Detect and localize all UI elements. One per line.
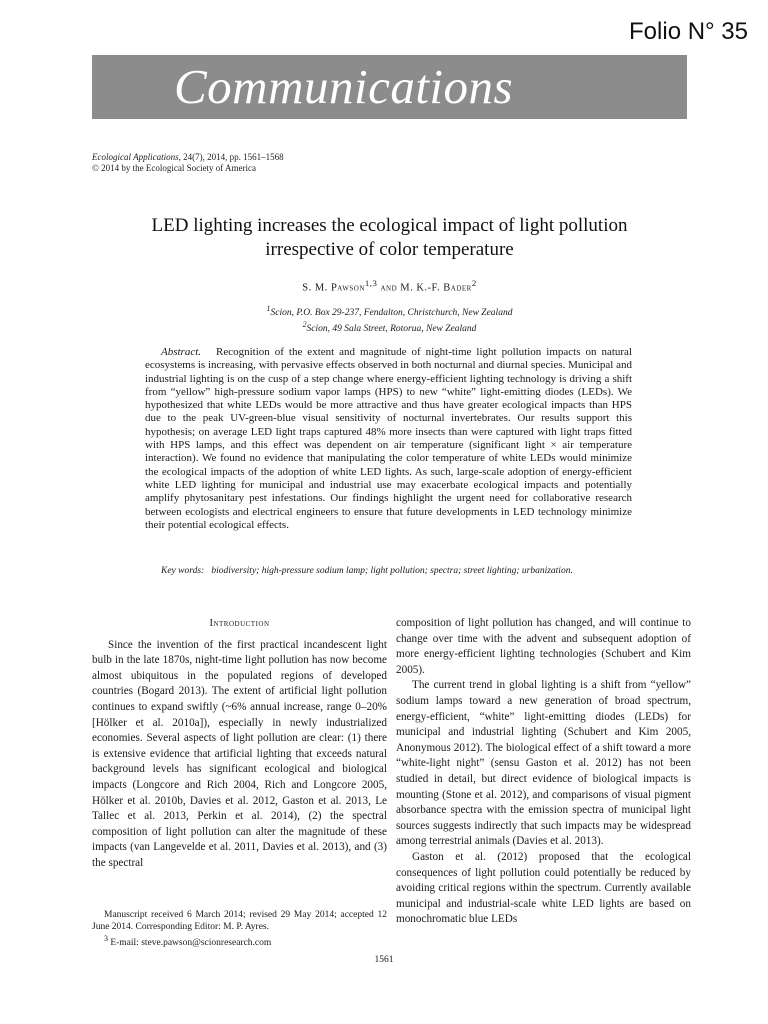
- author-2-surname: Bader: [443, 282, 472, 294]
- title-line-2: irrespective of color temperature: [265, 239, 514, 260]
- affiliation-1-marker: 1: [266, 304, 271, 313]
- folio-number: Folio N° 35: [629, 18, 748, 45]
- affiliation-2-marker: 2: [302, 320, 307, 330]
- email-marker: 3: [104, 934, 108, 943]
- paper-title: [92, 214, 687, 262]
- abstract-label: Abstract.: [161, 346, 202, 358]
- keywords-label: Key words:: [161, 566, 205, 576]
- author-2-affil: 2: [471, 278, 477, 288]
- keywords-text: biodiversity; high-pressure sodium lamp; light pollution; spectra; street lighting; urbanization.: [211, 566, 573, 576]
- intro-paragraph-3: Gaston et al. (2012) proposed that the ecological consequences of light pollution could potentially be reduced by avoiding critical regions within the spectrum. Currently available municipal and industrial-scale white LED lights are based on monochromatic blue LEDs: [396, 850, 691, 926]
- affiliation-2-text: Scion, 49 Sala Street, Rotorua, New Zealand: [306, 324, 477, 335]
- author-2-initials: M. K.-F.: [400, 282, 444, 294]
- intro-paragraph-1: Since the invention of the first practical incandescent light bulb in the late 1870s, night-time light pollution has now become almost ubiquitous in the populated regions of developed countries (Bogard 2013). The extent of artificial light pollution continues to expand swiftly (~6% annual increase, range 0–20% [Hölker et al. 2010a]), especially in newly industrialized economies. Several aspects of light pollution are clear: (1) there is extensive evidence that artificial lighting that exceeds natural background levels has significant ecological and biological impacts (Longcore and Rich 2004, Rich and Longcore 2005, Hölker et al. 2010b, Davies et al. 2012, Gaston et al. 2013, Le Tallec et al. 2013, Perkin et al. 2014), (2) the spectral composition of light pollution can alter the magnitude of these impacts (van Langevelde et al. 2011, Davies et al. 2013), and (3) the spectral: [92, 638, 387, 869]
- author-1-affil: 1,3: [364, 278, 378, 288]
- author-list: [92, 278, 687, 294]
- author-conjunction: and: [377, 282, 401, 294]
- author-1-surname: Pawson: [330, 282, 365, 294]
- abstract-text: Recognition of the extent and magnitude of night-time light pollution impacts on natural ecosystems is increasing, with pervasive effects observed in both nocturnal and diurnal species. Municipal and industrial lighting is on the cusp of a step change where energy-efficient lighting technology is driving a shift from “yellow” high-pressure sodium vapor lamps (HPS) to new “white” light-emitting diodes (LEDs). We hypothesized that white LEDs would be more attractive and thus have greater ecological impacts than HPS due to the peak UV-green-blue visual sensitivity of nocturnal invertebrates. Our results support this hypothesis; on average LED light traps captured 48% more insects than were captured with light traps fitted with HPS lamps, and this effect was dependent on air temperature (significant light × air temperature interaction). We found no evidence that manipulating the color temperature of white LEDs would minimize the ecological impacts of the adoption of white LED lights. As such, large-scale adoption of energy-efficient white LED lighting for municipal and industrial use may exacerbate ecological impacts and potentially amplify phytosanitary pest infestations. Our findings highlight the urgent need for collaborative research between ecologists and electrical engineers to ensure that future developments in LED technology minimize their potential ecological effects.: [145, 346, 632, 531]
- title-line-1: LED lighting increases the ecological impact of light pollution: [151, 215, 628, 236]
- author-email: [92, 933, 387, 950]
- journal-name: Ecological Applications: [92, 152, 179, 162]
- footnote: [92, 910, 387, 950]
- author-1-initials: S. M.: [302, 282, 331, 294]
- intro-paragraph-1-continued: composition of light pollution has changed, and will continue to change over time with the advent and subsequent adoption of more energy-efficient lighting technologies (Schubert and Kim 2005).: [396, 617, 691, 676]
- email-text: E-mail: steve.pawson@scionresearch.com: [107, 938, 272, 949]
- intro-paragraph-2: The current trend in global lighting is a shift from “yellow” sodium lamps toward a new generation of broad spectrum, energy-efficient, “white” light-emitting diodes (LEDs) for municipal and industrial lighting (Schubert and Kim 2005, Anonymous 2012). The biological effect of a shift toward a more “white-light night” (sensu Gaston et al. 2012) has not been studied in detail, but direct evidence of biological impacts is mounting (Stone et al. 2012), and comparisons of visual pigment absorbance spectra with the emission spectra of municipal light sources suggests indirectly that such impacts may be widespread among terrestrial animals (Davies et al. 2013).: [396, 679, 691, 848]
- affiliation-1-text: Scion, P.O. Box 29-237, Fendalton, Christchurch, New Zealand: [270, 308, 513, 319]
- affiliation-2: [92, 319, 687, 335]
- manuscript-dates: Manuscript received 6 March 2014; revised 29 May 2014; accepted 12 June 2014. Corresponding Editor: M. P. Ayres.: [92, 910, 387, 932]
- left-column: [92, 616, 387, 872]
- right-column: [396, 616, 691, 928]
- affiliations: [92, 303, 687, 335]
- journal-line: [92, 152, 284, 163]
- journal-details: , 24(7), 2014, pp. 1561–1568: [178, 152, 284, 162]
- section-banner: Communications: [92, 55, 687, 119]
- affiliation-1: [92, 303, 687, 319]
- page-number: 1561: [374, 955, 394, 965]
- copyright-line: © 2014 by the Ecological Society of America: [92, 163, 257, 173]
- abstract: [145, 346, 632, 532]
- journal-citation: [92, 152, 284, 174]
- keywords: [145, 565, 632, 577]
- section-heading-introduction: Introduction: [209, 618, 270, 629]
